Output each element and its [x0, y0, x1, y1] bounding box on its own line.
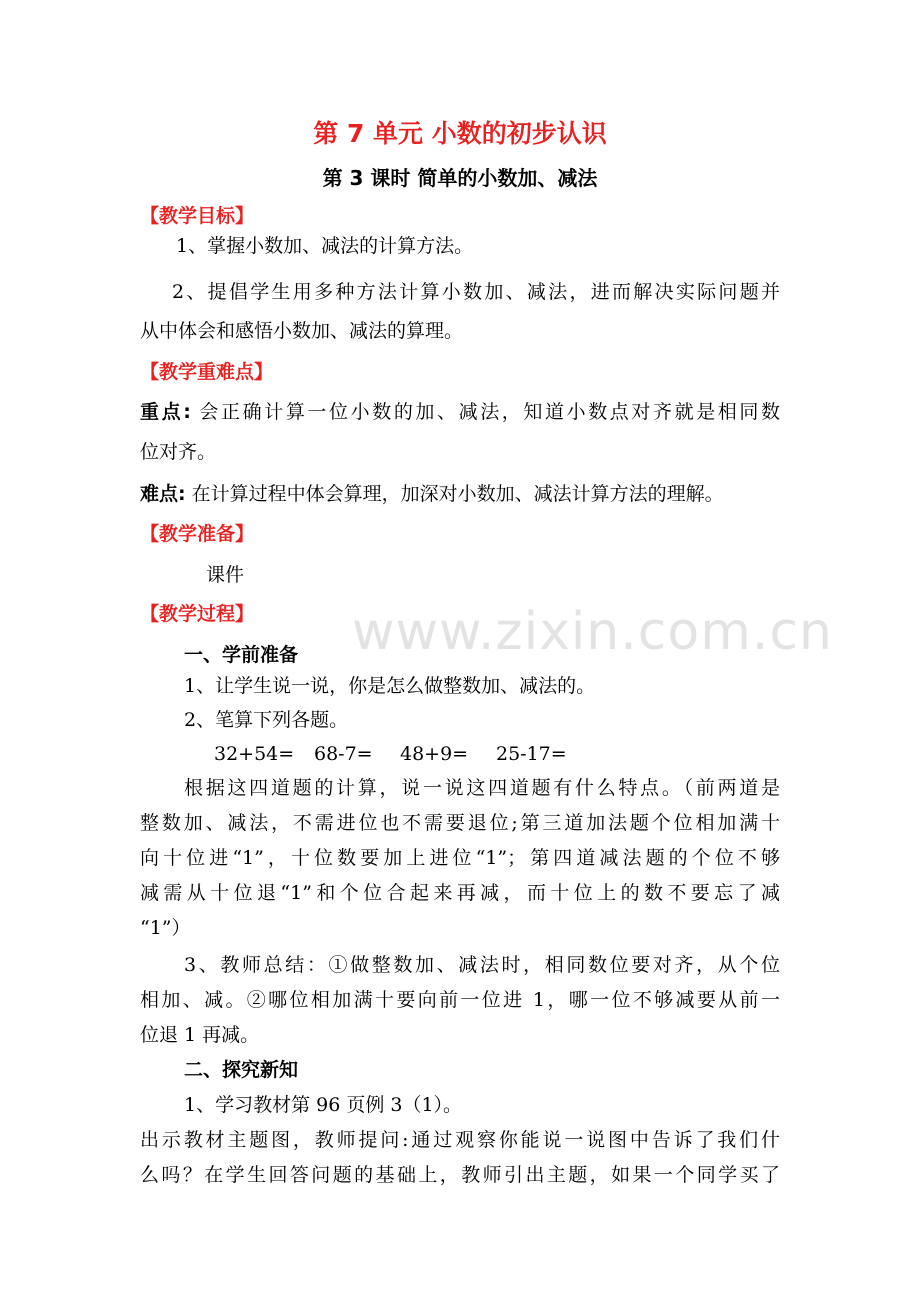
equations-row — [140, 740, 854, 768]
para-2-line-1: 出示教材主题图，教师提问:通过观察你能说一说图中告诉了我们什 — [140, 1129, 780, 1151]
watermark: www.zixin.com.cn — [352, 602, 833, 662]
goal-1: 1、掌握小数加、减法的计算方法。 — [176, 235, 474, 257]
step-1-item-3-line-1: 3、教师总结：①做整数加、减法时，相同数位要对齐，从个位 — [184, 954, 780, 976]
equation-4: 25-17= — [496, 743, 567, 765]
para-1-line-2: 整数加、减法，不需进位也不需要退位;第三道加法题个位相加满十 — [140, 812, 780, 834]
lesson-subtitle: 第 3 课时 简单的小数加、减法 — [322, 166, 598, 190]
para-2-line-2: 么吗？在学生回答问题的基础上，教师引出主题，如果一个同学买了 — [140, 1164, 780, 1186]
step-2-heading: 二、探究新知 — [184, 1059, 299, 1081]
key-point-line-2: 位对齐。 — [140, 441, 217, 463]
para-1-line-4: 减需从十位退“1”和个位合起来再减，而十位上的数不要忘了减 — [140, 882, 780, 904]
unit-title: 第 7 单元 小数的初步认识 — [313, 119, 607, 148]
section-process-heading: 【教学过程】 — [140, 603, 255, 625]
para-1-line-5: “1”） — [140, 917, 191, 939]
hard-text: 在计算过程中体会算理，加深对小数加、减法计算方法的理解。 — [185, 483, 724, 505]
section-key-heading: 【教学重难点】 — [140, 361, 274, 383]
key-label: 重点: — [140, 401, 191, 423]
prep-text: 课件 — [206, 564, 245, 586]
equation-1: 32+54= — [214, 743, 295, 765]
para-1-line-3: 向十位进“1”，十位数要加上进位“1”；第四道减法题的个位不够 — [140, 847, 780, 869]
step-1-item-3-line-2: 相加、减。②哪位相加满十要向前一位进 1，哪一位不够减要从前一 — [140, 989, 780, 1011]
step-1-item-1: 1、让学生说一说，你是怎么做整数加、减法的。 — [184, 675, 596, 697]
step-2-item-1: 1、学习教材第 96 页例 3（1）。 — [184, 1094, 463, 1116]
step-1-item-3-line-3: 位退 1 再减。 — [140, 1024, 260, 1046]
step-1-item-2: 2、笔算下列各题。 — [184, 709, 349, 731]
hard-label: 难点: — [140, 483, 186, 505]
step-1-heading: 一、学前准备 — [184, 644, 299, 666]
goal-2-line-1: 2、提倡学生用多种方法计算小数加、减法，进而解决实际问题并 — [172, 281, 780, 303]
key-text-1: 会正确计算一位小数的加、减法，知道小数点对齐就是相同数 — [190, 401, 780, 423]
para-1-line-1: 根据这四道题的计算，说一说这四道题有什么特点。（前两道是 — [184, 777, 780, 799]
key-point-line-1 — [140, 398, 780, 426]
equation-3: 48+9= — [400, 743, 469, 765]
equation-2: 68-7= — [314, 743, 373, 765]
goal-2-line-2: 从中体会和感悟小数加、减法的算理。 — [140, 320, 464, 342]
section-goals-heading: 【教学目标】 — [140, 205, 255, 227]
hard-point-line — [140, 480, 780, 508]
section-prep-heading: 【教学准备】 — [140, 523, 255, 545]
